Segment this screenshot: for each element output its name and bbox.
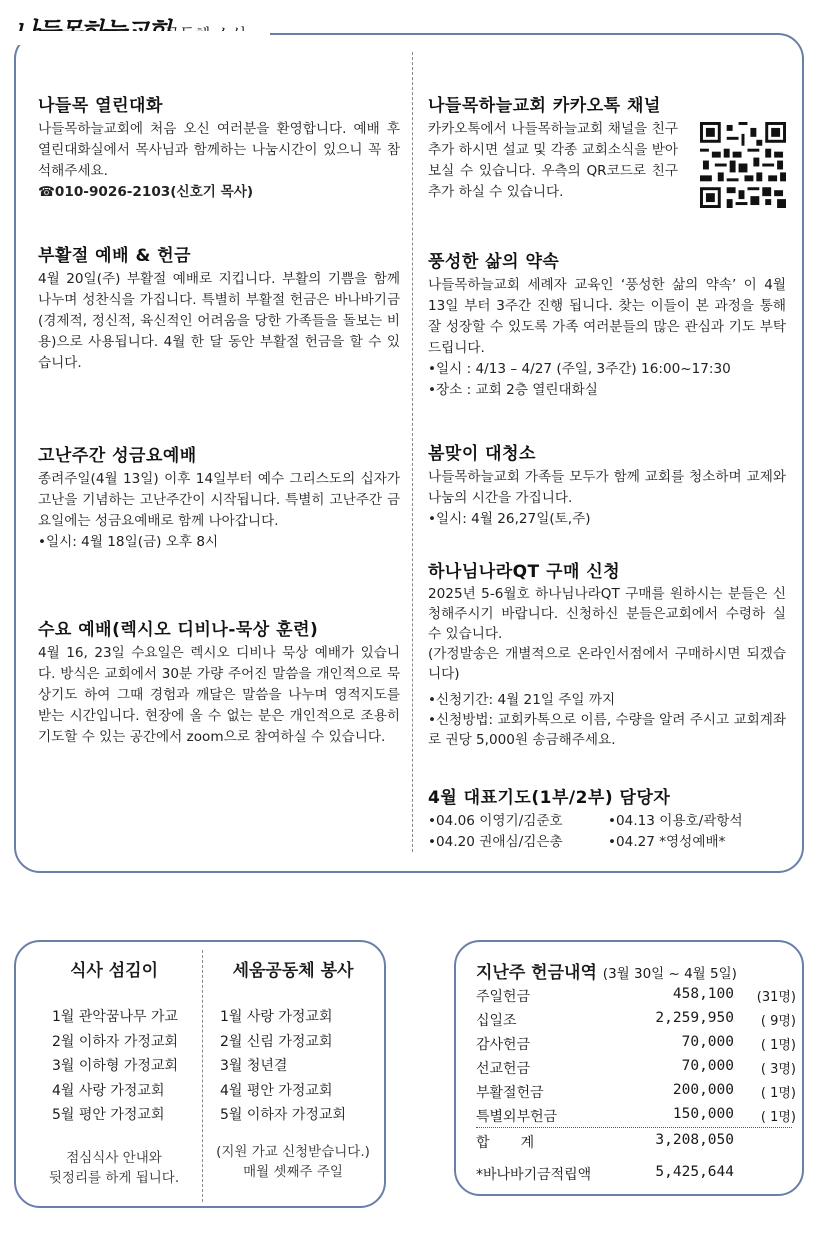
service-note: (지원 가교 신청받습니다.) (216, 1143, 370, 1160)
contact-phone: ☎010-9026-2103(신호기 목사) (38, 184, 254, 200)
meal-note: 뒷정리를 하게 됩니다. (48, 1169, 180, 1186)
section-info: •신청기간: 4월 21일 주일 까지 (428, 692, 616, 708)
section-info: •신청방법: 교회카톡으로 이름, 수량을 알려 주시고 교회계좌로 권당 5,000원 송금해주세요. (428, 712, 787, 748)
section-info: •일시 : 4/13 – 4/27 (주일, 3주간) 16:00~17:30 (428, 361, 731, 377)
column-divider (412, 52, 413, 852)
section-body: 나들목하늘교회 가족들 모두가 함께 교회를 청소하며 교제와 나눔의 시간을 가집니다. (428, 469, 786, 506)
section-body: 2025년 5-6월호 하나님나라QT 구매를 원하시는 분들은 신청해주시기 바랍니다. 신청하신 분들은교회에서 수령하 실 수 있습니다. (428, 586, 786, 642)
good-friday-section (38, 446, 400, 553)
meal-column (30, 956, 198, 1188)
service-item: 3월 청년결 (220, 1058, 288, 1074)
service-item: 1월 사랑 가정교회 (220, 1009, 333, 1025)
prayer-entry: •04.27 *영성예배* (608, 834, 726, 850)
section-heading: 봄맞이 대청소 (428, 444, 536, 464)
prayer-leaders-section (428, 788, 786, 853)
prayer-entry: •04.20 권애심/김은총 (428, 834, 563, 850)
easter-section (38, 246, 400, 374)
section-heading: 4월 대표기도(1부/2부) 담당자 (428, 788, 671, 808)
meal-item: 1월 관악꿈나무 가교 (52, 1009, 178, 1025)
section-body: 종려주일(4월 13일) 이후 14일부터 예수 그리스도의 십자가 고난을 기념하는 고난주간이 시작됩니다. 특별히 고난주간 금요일에는 성금요예배로 함께 나아갑니다. (38, 471, 400, 529)
section-heading: 고난주간 성금요예배 (38, 446, 197, 466)
offering-row: 주일헌금 458,100 (31명) (476, 986, 796, 1005)
meal-item: 2월 이하자 가정교회 (52, 1033, 178, 1050)
meal-item: 5월 평안 가정교회 (52, 1107, 165, 1123)
section-heading: 수요 예배(렉시오 디비나-묵상 훈련) (38, 620, 319, 640)
spring-cleaning-section (428, 444, 786, 530)
header-rule (282, 33, 762, 34)
service-title: 세움공동체 봉사 (232, 961, 354, 981)
meal-title: 식사 섬김이 (69, 961, 159, 981)
section-heading: 나들목 열린대화 (38, 96, 163, 116)
service-item: 2월 신림 가정교회 (220, 1033, 333, 1050)
prayer-entry: •04.13 이용호/곽항석 (608, 813, 743, 829)
column-divider (202, 950, 203, 1202)
section-heading: 나들목하늘교회 카카오톡 채널 (428, 96, 661, 116)
qt-order-section (428, 562, 786, 750)
section-heading: 풍성한 삶의 약속 (428, 252, 560, 272)
section-body: 나들목하늘교회 세례자 교육인 ‘풍성한 삶의 약속’ 이 4월 13일 부터 3주간 진행 됩니다. 찾는 이들이 본 과정을 통해 잘 성장할 수 있도록 가족 여러분들의 많은 관심과 기도 부탁드립니다. (428, 277, 786, 356)
kakao-section (428, 96, 786, 203)
offering-row: 선교헌금 70,000 ( 3명) (476, 1058, 796, 1077)
section-body: 나들목하늘교회에 처음 오신 여러분을 환영합니다. 예배 후 열린대화실에서 목사님과 함께하는 나눔시간이 있으니 꼭 참석해주세요. (38, 121, 400, 179)
section-heading: 하나님나라QT 구매 신청 (428, 562, 621, 582)
section-heading: 부활절 예배 & 헌금 (38, 246, 192, 266)
offering-row: 특별외부헌금 150,000 ( 1명) (476, 1106, 796, 1125)
fund-total-row: *바나바기금적립액 5,425,644 (476, 1164, 734, 1183)
offering-row: 부활절헌금 200,000 ( 1명) (476, 1082, 796, 1101)
section-body: 4월 16, 23일 수요일은 렉시오 디비나 묵상 예배가 있습니다. 방식은 교회에서 30분 가량 주어진 말씀을 개인적으로 묵상기도 하여 그때 경험과 깨달은 말씀을 나누며 영적지도를 받는 시간입니다. 현장에 올 수 없는 분은 개인적으로 조용히 기도할 수 있는 공간에서 zoom으로 참여하실 수 있습니다. (38, 645, 400, 745)
service-item: 5월 이하자 가정교회 (220, 1107, 346, 1123)
section-info: •장소 : 교회 2층 열린대화실 (428, 382, 598, 398)
service-column (208, 956, 378, 1182)
section-body: (가정발송은 개별적으로 온라인서점에서 구매하시면 되겠습니다) (428, 646, 786, 682)
service-item: 4월 평안 가정교회 (220, 1082, 333, 1099)
wednesday-service-section (38, 620, 400, 748)
section-body: 카카오톡에서 나들목하늘교회 채널을 친구추가 하시면 설교 및 각종 교회소식을 받아보실 수 있습니다. 우측의 QR코드로 친구추가 하실 수 있습니다. (428, 121, 678, 200)
offering-period: (3월 30일 ~ 4월 5일) (602, 966, 737, 982)
meal-item: 3월 이하형 가정교회 (52, 1058, 178, 1074)
offering-box (454, 940, 804, 1196)
qr-code-icon[interactable] (700, 122, 786, 208)
offering-row: 십일조 2,259,950 ( 9명) (476, 1010, 796, 1029)
offering-row: 감사헌금 70,000 ( 1명) (476, 1034, 796, 1053)
offering-title: 지난주 헌금내역 (3월 30일 ~ 4월 5일) (476, 963, 737, 983)
total-separator (476, 1127, 792, 1128)
offering-total-row: 합 계 3,208,050 (476, 1132, 734, 1151)
prayer-entry: •04.06 이영기/김준호 (428, 813, 563, 829)
section-body: 4월 20일(주) 부활절 예배로 지킵니다. 부활의 기쁨을 함께 나누며 성찬식을 가집니다. 특별히 부활절 헌금은 바나바기금(경제적, 정신적, 육신적인 어려움을 당한 가족들을 돌보는 비용)으로 사용됩니다. 4월 한 달 동안 부활절 헌금을 할 수 있습니다. (38, 271, 400, 371)
volunteer-box (14, 940, 386, 1208)
meal-item: 4월 사랑 가정교회 (52, 1082, 165, 1099)
section-info: •일시: 4월 18일(금) 오후 8시 (38, 534, 219, 550)
meal-note: 점심식사 안내와 (66, 1149, 162, 1166)
service-note: 매월 셋째주 주일 (243, 1163, 343, 1180)
section-info: •일시: 4월 26,27일(토,주) (428, 511, 591, 527)
open-talk-section (38, 96, 400, 203)
abundant-life-section (428, 252, 786, 401)
